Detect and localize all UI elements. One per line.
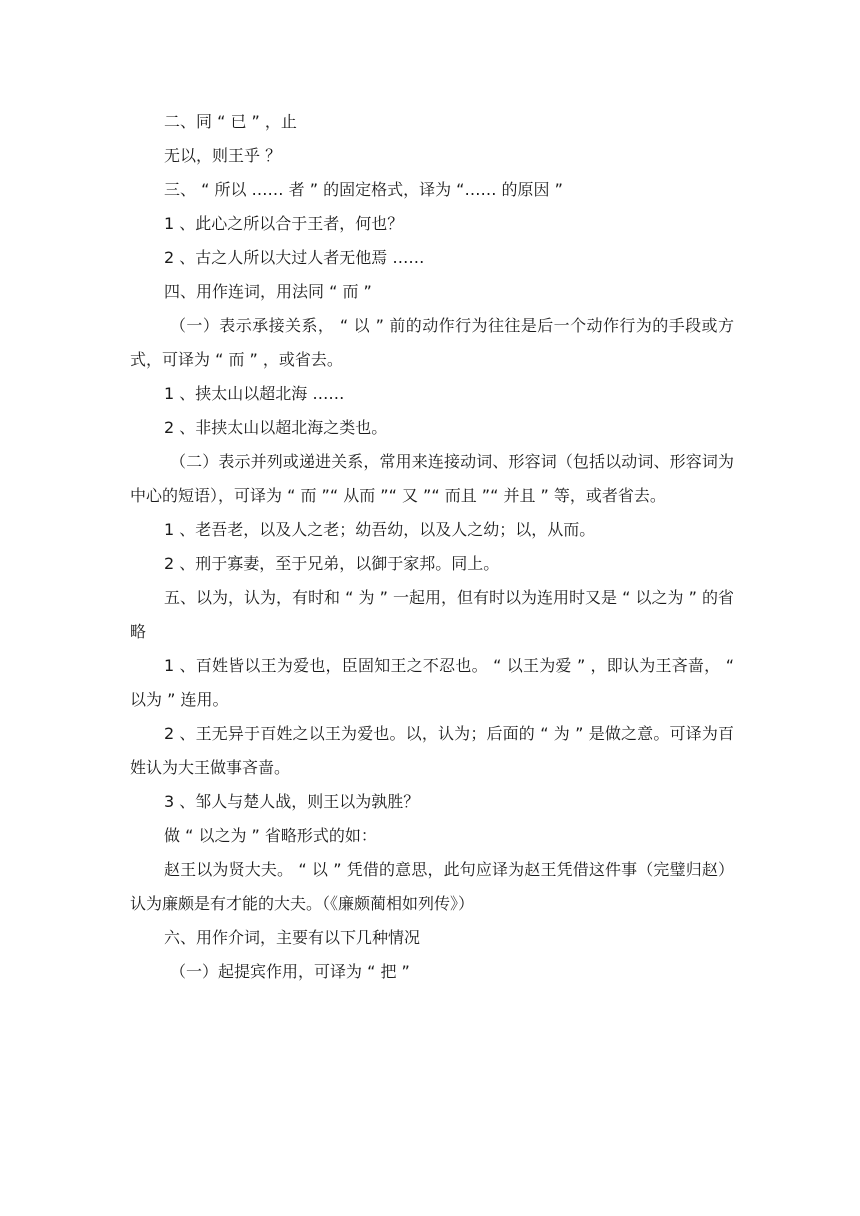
example-line: 1 、老吾老，以及人之老；幼吾幼，以及人之幼；以，从而。 bbox=[164, 520, 596, 539]
example-line: 2 、非挟太山以超北海之类也。 bbox=[164, 418, 388, 437]
example-line: 2 、古之人所以大过人者无他焉 …… bbox=[164, 248, 425, 267]
example-line: 2 、王无异于百姓之以王为爱也。以，认为；后面的 “ 为 ” 是做之意。可译为百姓认为大王做事吝啬。 bbox=[130, 724, 734, 777]
example-line: 1 、百姓皆以王为爱也，臣固知王之不忍也。 “ 以王为爱 ” ，即认为王吝啬， “ 以为 ” 连用。 bbox=[130, 656, 734, 709]
section-heading-3: 三、 “ 所以 …… 者 ” 的固定格式，译为 “…… 的原因 ” bbox=[164, 180, 563, 199]
example-line: 无以，则王乎 ？ bbox=[164, 146, 282, 165]
document-body bbox=[130, 105, 734, 989]
example-line: 2 、刑于寡妻，至于兄弟，以御于家邦。同上。 bbox=[164, 554, 500, 573]
section-heading-5: 五、以为，认为，有时和 “ 为 ” 一起用，但有时以为连用时又是 “ 以之为 ” 的省略 bbox=[130, 588, 734, 641]
example-paragraph: 赵王以为贤大夫。 “ 以 ” 凭借的意思，此句应译为赵王凭借这件事（完璧归赵）认为廉颇是有才能的大夫。（《廉颇蔺相如列传》） bbox=[130, 860, 734, 913]
subsection-paragraph: （二）表示并列或递进关系，常用来连接动词、形容词（包括以动词、形容词为中心的短语），可译为 “ 而 ”“ 从而 ”“ 又 ”“ 而且 ”“ 并且 ” 等，或者省去。 bbox=[130, 452, 734, 505]
note-line: 做 “ 以之为 ” 省略形式的如： bbox=[164, 826, 377, 845]
section-heading-6: 六、用作介词，主要有以下几种情况 bbox=[164, 928, 421, 947]
section-heading-4: 四、用作连词，用法同 “ 而 ” bbox=[164, 282, 372, 301]
subsection-paragraph: （一）表示承接关系， “ 以 ” 前的动作行为往往是后一个动作行为的手段或方式，可译为 “ 而 ” ，或省去。 bbox=[130, 316, 734, 369]
section-heading-2: 二、同 “ 已 ” ，止 bbox=[164, 112, 297, 131]
example-line: 1 、挟太山以超北海 …… bbox=[164, 384, 345, 403]
example-line: 3 、邹人与楚人战，则王以为孰胜？ bbox=[164, 792, 420, 811]
example-line: 1 、此心之所以合于王者，何也？ bbox=[164, 214, 404, 233]
subsection-paragraph: （一）起提宾作用，可译为 “ 把 ” bbox=[170, 962, 410, 981]
